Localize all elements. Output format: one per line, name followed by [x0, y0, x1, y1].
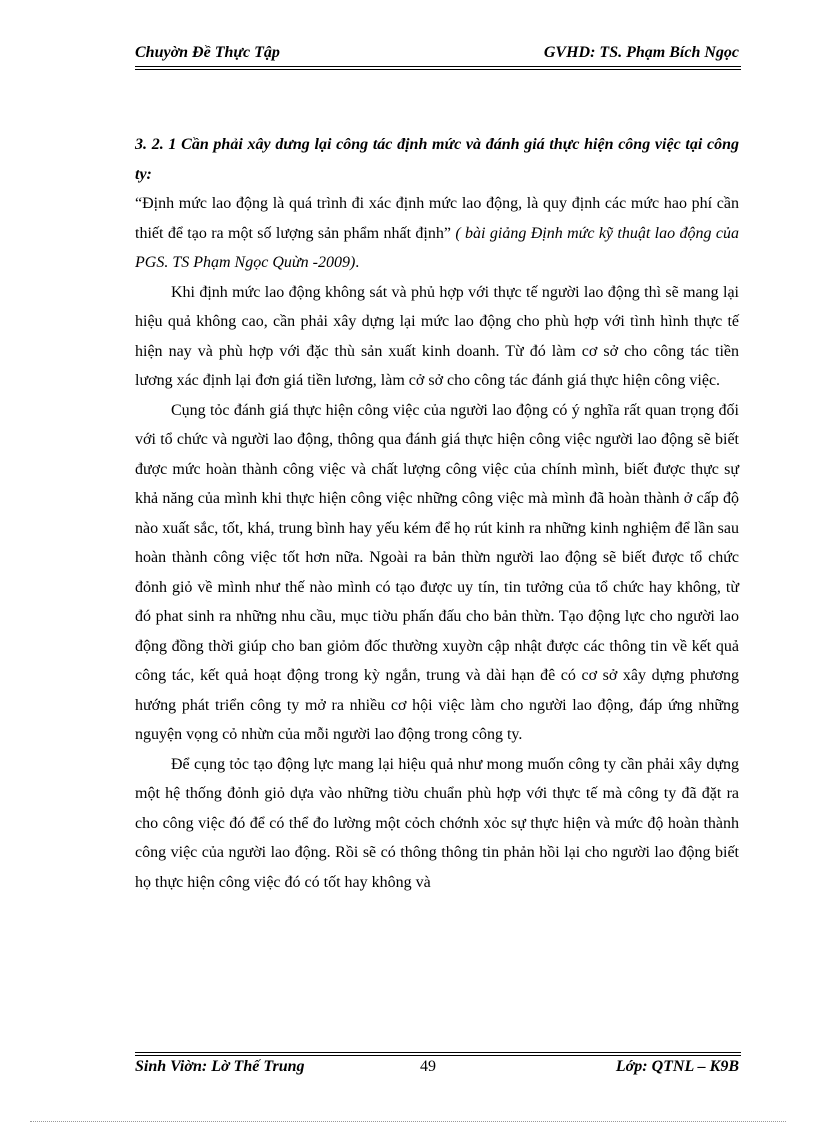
footer-class: Lớp: QTNL – K9B	[615, 1058, 739, 1075]
page-number: 49	[420, 1058, 436, 1075]
quote-citation: ( bài giảng Định mức kỹ thuật lao động của PGS. TS Phạm Ngọc Quừn -2009)	[135, 224, 739, 271]
page-bottom-edge	[30, 1121, 786, 1122]
quote-text: “Định mức lao động là quá trình đi xác định mức lao động, là quy định các mức hao phí cần thiết để tạo ra một số lượng sản phẩm nhất định”	[135, 195, 739, 242]
page-body	[135, 130, 739, 897]
quote-paragraph	[135, 189, 739, 278]
header-divider-thin	[135, 69, 741, 70]
header-divider	[135, 66, 741, 67]
section-heading: 3. 2. 1 Cần phải xây dưng lại công tác định mức và đánh giá thực hiện công việc tại công ty:	[135, 136, 739, 183]
header-advisor: GVHD: TS. Phạm Bích Ngọc	[543, 44, 739, 61]
quote-end: .	[355, 254, 360, 271]
body-paragraph-3: Để cụng tỏc tạo động lực mang lại hiệu quả như mong muốn công ty cần phải xây dựng một hệ thống đỏnh giỏ dựa vào những tiờu chuẩn phù hợp với thực tế mà công ty đã đặt ra cho công việc đó để có thể đo lường một cỏch chớnh xỏc sự thực hiện và mức độ hoàn thành công việc của người lao động. Rồi sẽ có thông thông tin phản hồi lại cho người lao động biết họ thực hiện công việc đó có tốt hay không và	[135, 755, 739, 891]
footer-divider	[135, 1052, 741, 1053]
body-paragraph-1: Khi định mức lao động không sát và phủ hợp với thực tế người lao động thì sẽ mang lại hiệu quả không cao, cần phải xây dựng lại mức lao động cho phù hợp với tình hình thực tế hiện nay và phù hợp với đặc thù sản xuất kinh doanh. Từ đó làm cơ sở cho công tác tiền lương xác định lại đơn giá tiền lương, làm cở sở cho công tác đánh giá thực hiện công việc.	[135, 283, 739, 389]
page-footer	[135, 1058, 741, 1080]
footer-divider-thin	[135, 1055, 741, 1056]
header-course-title: Chuyờn Đề Thực Tập	[135, 44, 280, 61]
body-paragraph-2: Cụng tỏc đánh giá thực hiện công việc của người lao động có ý nghĩa rất quan trọng đối với tổ chức và người lao động, thông qua đánh giá thực hiện công việc người lao động sẽ biết được mức hoàn thành công việc và chất lượng công việc của chính mình, biết được thực sự khả năng của mình khi thực hiện công việc những công việc mà mình đã hoàn thành ở cấp độ nào xuất sắc, tốt, khá, trung bình hay yếu kém để họ rút kinh ra những kinh nghiệm để lần sau hoàn thành công việc tốt hơn nữa. Ngoài ra bản thừn người lao động sẽ biết được tổ chức đỏnh giỏ về mình như thế nào mình có tạo được uy tín, tin tưởng của tổ chức hay không, từ đó phat sinh ra những nhu cầu, mục tiờu phấn đấu cho bản thừn. Tạo động lực cho người lao động đồng thời giúp cho ban giỏm đốc thường xuyờn cập nhật được các thông tin về kết quả công tác, kết quả hoạt động trong kỳ ngắn, trung và dài hạn đê có cơ sở xây dựng phương hướng phát triển công ty mở ra nhiều cơ hội việc làm cho người lao động, đáp ứng những nguyện vọng cỏ nhừn của mỗi người lao động trong công ty.	[135, 401, 739, 743]
page-header	[135, 44, 741, 66]
footer-student: Sinh Viờn: Lờ Thế Trung	[135, 1058, 305, 1075]
